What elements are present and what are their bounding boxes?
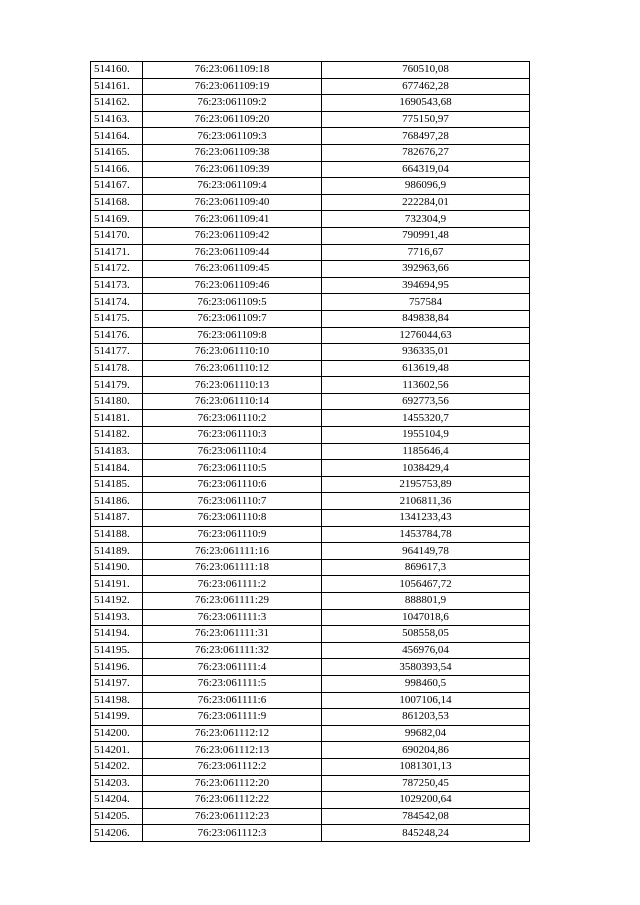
value-cell: 888801,9 [322, 593, 530, 610]
cadastral-number-cell: 76:23:061111:6 [143, 692, 322, 709]
cadastral-number-cell: 76:23:061112:12 [143, 725, 322, 742]
table-row [91, 526, 530, 543]
table-row [91, 576, 530, 593]
row-number-cell: 514187. [91, 510, 143, 527]
table-row [91, 310, 530, 327]
table-row [91, 443, 530, 460]
cadastral-number-cell: 76:23:061109:42 [143, 227, 322, 244]
value-cell: 775150,97 [322, 111, 530, 128]
row-number-cell: 514163. [91, 111, 143, 128]
cadastral-number-cell: 76:23:061112:13 [143, 742, 322, 759]
cadastral-number-cell: 76:23:061110:12 [143, 360, 322, 377]
table-row [91, 194, 530, 211]
cadastral-number-cell: 76:23:061111:9 [143, 709, 322, 726]
value-cell: 1455320,7 [322, 410, 530, 427]
value-cell: 1029200,64 [322, 792, 530, 809]
value-cell: 1341233,43 [322, 510, 530, 527]
value-cell: 782676,27 [322, 144, 530, 161]
cadastral-number-cell: 76:23:061112:22 [143, 792, 322, 809]
table-row [91, 642, 530, 659]
value-cell: 784542,08 [322, 808, 530, 825]
row-number-cell: 514203. [91, 775, 143, 792]
value-cell: 2195753,89 [322, 476, 530, 493]
row-number-cell: 514197. [91, 675, 143, 692]
row-number-cell: 514181. [91, 410, 143, 427]
row-number-cell: 514168. [91, 194, 143, 211]
row-number-cell: 514165. [91, 144, 143, 161]
cadastral-number-cell: 76:23:061109:39 [143, 161, 322, 178]
row-number-cell: 514179. [91, 377, 143, 394]
table-row [91, 377, 530, 394]
table-row [91, 626, 530, 643]
table-row [91, 675, 530, 692]
table-row [91, 758, 530, 775]
cadastral-number-cell: 76:23:061110:14 [143, 393, 322, 410]
cadastral-number-cell: 76:23:061111:31 [143, 626, 322, 643]
table-row [91, 609, 530, 626]
row-number-cell: 514177. [91, 344, 143, 361]
cadastral-number-cell: 76:23:061109:20 [143, 111, 322, 128]
row-number-cell: 514196. [91, 659, 143, 676]
table-row [91, 327, 530, 344]
value-cell: 1007106,14 [322, 692, 530, 709]
cadastral-number-cell: 76:23:061109:4 [143, 178, 322, 195]
row-number-cell: 514189. [91, 543, 143, 560]
value-cell: 613619,48 [322, 360, 530, 377]
row-number-cell: 514205. [91, 808, 143, 825]
table-row [91, 792, 530, 809]
row-number-cell: 514164. [91, 128, 143, 145]
cadastral-number-cell: 76:23:061111:4 [143, 659, 322, 676]
value-cell: 936335,01 [322, 344, 530, 361]
value-cell: 1038429,4 [322, 460, 530, 477]
cadastral-number-cell: 76:23:061112:3 [143, 825, 322, 842]
table-row [91, 808, 530, 825]
row-number-cell: 514202. [91, 758, 143, 775]
table-row [91, 62, 530, 79]
row-number-cell: 514188. [91, 526, 143, 543]
row-number-cell: 514178. [91, 360, 143, 377]
cadastral-number-cell: 76:23:061109:8 [143, 327, 322, 344]
cadastral-number-cell: 76:23:061111:32 [143, 642, 322, 659]
value-cell: 1955104,9 [322, 427, 530, 444]
row-number-cell: 514161. [91, 78, 143, 95]
value-cell: 768497,28 [322, 128, 530, 145]
table-row [91, 410, 530, 427]
cadastral-number-cell: 76:23:061109:45 [143, 261, 322, 278]
table-row [91, 178, 530, 195]
cadastral-number-cell: 76:23:061111:5 [143, 675, 322, 692]
cadastral-number-cell: 76:23:061109:46 [143, 277, 322, 294]
table-row [91, 211, 530, 228]
value-cell: 964149,78 [322, 543, 530, 560]
cadastral-number-cell: 76:23:061110:2 [143, 410, 322, 427]
table-row [91, 559, 530, 576]
row-number-cell: 514166. [91, 161, 143, 178]
value-cell: 394694,95 [322, 277, 530, 294]
cadastral-number-cell: 76:23:061109:19 [143, 78, 322, 95]
cadastral-number-cell: 76:23:061109:41 [143, 211, 322, 228]
table-row [91, 510, 530, 527]
table-row [91, 344, 530, 361]
table-row [91, 277, 530, 294]
table-row [91, 593, 530, 610]
row-number-cell: 514204. [91, 792, 143, 809]
value-cell: 760510,08 [322, 62, 530, 79]
cadastral-number-cell: 76:23:061110:13 [143, 377, 322, 394]
row-number-cell: 514200. [91, 725, 143, 742]
table-row [91, 393, 530, 410]
cadastral-number-cell: 76:23:061111:29 [143, 593, 322, 610]
cadastral-number-cell: 76:23:061110:10 [143, 344, 322, 361]
row-number-cell: 514171. [91, 244, 143, 261]
value-cell: 1056467,72 [322, 576, 530, 593]
value-cell: 692773,56 [322, 393, 530, 410]
table-row [91, 493, 530, 510]
cadastral-number-cell: 76:23:061112:20 [143, 775, 322, 792]
cadastral-number-cell: 76:23:061109:18 [143, 62, 322, 79]
table-row [91, 709, 530, 726]
value-cell: 1276044,63 [322, 327, 530, 344]
value-cell: 3580393,54 [322, 659, 530, 676]
cadastral-number-cell: 76:23:061110:3 [143, 427, 322, 444]
value-cell: 113602,56 [322, 377, 530, 394]
cadastral-number-cell: 76:23:061111:3 [143, 609, 322, 626]
row-number-cell: 514194. [91, 626, 143, 643]
table-row [91, 692, 530, 709]
table-row [91, 261, 530, 278]
row-number-cell: 514167. [91, 178, 143, 195]
value-cell: 869617,3 [322, 559, 530, 576]
value-cell: 1081301,13 [322, 758, 530, 775]
row-number-cell: 514175. [91, 310, 143, 327]
value-cell: 456976,04 [322, 642, 530, 659]
cadastral-number-cell: 76:23:061111:16 [143, 543, 322, 560]
cadastral-number-cell: 76:23:061109:7 [143, 310, 322, 327]
table-row [91, 659, 530, 676]
cadastral-number-cell: 76:23:061112:2 [143, 758, 322, 775]
cadastral-number-cell: 76:23:061109:2 [143, 95, 322, 112]
row-number-cell: 514206. [91, 825, 143, 842]
table-body [91, 62, 530, 842]
row-number-cell: 514198. [91, 692, 143, 709]
cadastral-number-cell: 76:23:061110:4 [143, 443, 322, 460]
row-number-cell: 514176. [91, 327, 143, 344]
value-cell: 1690543,68 [322, 95, 530, 112]
cadastral-number-cell: 76:23:061112:23 [143, 808, 322, 825]
row-number-cell: 514180. [91, 393, 143, 410]
row-number-cell: 514186. [91, 493, 143, 510]
cadastral-number-cell: 76:23:061111:18 [143, 559, 322, 576]
value-cell: 861203,53 [322, 709, 530, 726]
row-number-cell: 514160. [91, 62, 143, 79]
value-cell: 2106811,36 [322, 493, 530, 510]
table-row [91, 294, 530, 311]
row-number-cell: 514169. [91, 211, 143, 228]
value-cell: 99682,04 [322, 725, 530, 742]
table-row [91, 244, 530, 261]
value-cell: 1185646,4 [322, 443, 530, 460]
value-cell: 664319,04 [322, 161, 530, 178]
row-number-cell: 514192. [91, 593, 143, 610]
value-cell: 998460,5 [322, 675, 530, 692]
row-number-cell: 514185. [91, 476, 143, 493]
row-number-cell: 514174. [91, 294, 143, 311]
cadastral-number-cell: 76:23:061110:5 [143, 460, 322, 477]
cadastral-number-cell: 76:23:061110:9 [143, 526, 322, 543]
cadastral-number-cell: 76:23:061109:5 [143, 294, 322, 311]
value-cell: 849838,84 [322, 310, 530, 327]
row-number-cell: 514193. [91, 609, 143, 626]
table-row [91, 543, 530, 560]
row-number-cell: 514172. [91, 261, 143, 278]
table-row [91, 227, 530, 244]
row-number-cell: 514184. [91, 460, 143, 477]
table-row [91, 825, 530, 842]
cadastral-number-cell: 76:23:061111:2 [143, 576, 322, 593]
value-cell: 1047018,6 [322, 609, 530, 626]
row-number-cell: 514190. [91, 559, 143, 576]
table-row [91, 78, 530, 95]
value-cell: 845248,24 [322, 825, 530, 842]
table-row [91, 476, 530, 493]
cadastral-number-cell: 76:23:061109:38 [143, 144, 322, 161]
value-cell: 690204,86 [322, 742, 530, 759]
row-number-cell: 514182. [91, 427, 143, 444]
row-number-cell: 514201. [91, 742, 143, 759]
value-cell: 790991,48 [322, 227, 530, 244]
value-cell: 1453784,78 [322, 526, 530, 543]
value-cell: 508558,05 [322, 626, 530, 643]
cadastral-number-cell: 76:23:061110:7 [143, 493, 322, 510]
value-cell: 7716,67 [322, 244, 530, 261]
row-number-cell: 514183. [91, 443, 143, 460]
row-number-cell: 514173. [91, 277, 143, 294]
value-cell: 222284,01 [322, 194, 530, 211]
cadastral-number-cell: 76:23:061109:3 [143, 128, 322, 145]
cadastral-number-cell: 76:23:061110:8 [143, 510, 322, 527]
table-row [91, 128, 530, 145]
cadastral-number-cell: 76:23:061109:40 [143, 194, 322, 211]
table-row [91, 111, 530, 128]
table-row [91, 725, 530, 742]
cadastral-number-cell: 76:23:061110:6 [143, 476, 322, 493]
row-number-cell: 514162. [91, 95, 143, 112]
table-row [91, 775, 530, 792]
row-number-cell: 514199. [91, 709, 143, 726]
table-row [91, 360, 530, 377]
table-row [91, 161, 530, 178]
value-cell: 757584 [322, 294, 530, 311]
row-number-cell: 514191. [91, 576, 143, 593]
table-row [91, 427, 530, 444]
value-cell: 787250,45 [322, 775, 530, 792]
table-row [91, 95, 530, 112]
value-cell: 732304,9 [322, 211, 530, 228]
row-number-cell: 514195. [91, 642, 143, 659]
table-row [91, 742, 530, 759]
table-row [91, 144, 530, 161]
cadastral-value-table [90, 61, 530, 842]
value-cell: 392963,66 [322, 261, 530, 278]
row-number-cell: 514170. [91, 227, 143, 244]
value-cell: 677462,28 [322, 78, 530, 95]
value-cell: 986096,9 [322, 178, 530, 195]
table-row [91, 460, 530, 477]
cadastral-number-cell: 76:23:061109:44 [143, 244, 322, 261]
